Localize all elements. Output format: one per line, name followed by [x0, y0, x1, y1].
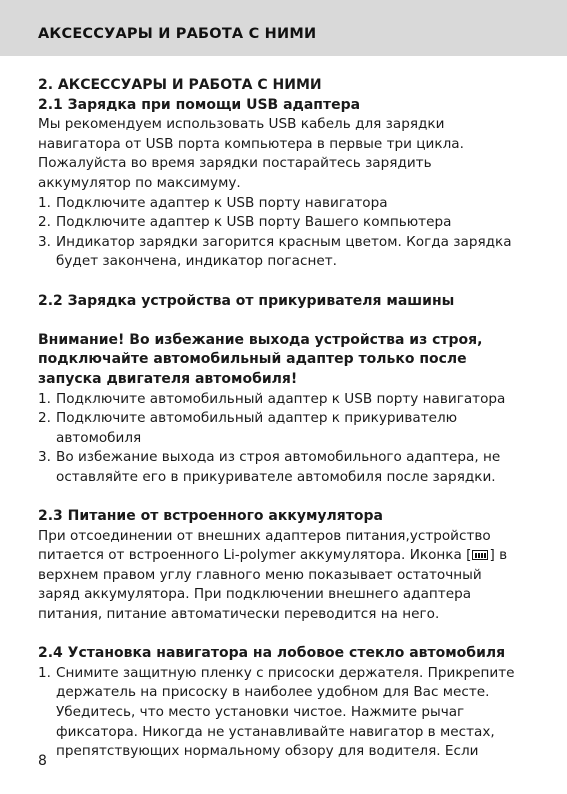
step-text: Подключите адаптер к USB порту Вашего компьютера [56, 214, 452, 231]
list-item [38, 390, 518, 410]
list-item [38, 213, 518, 233]
list-item [38, 448, 518, 487]
step-number: 1. [38, 390, 51, 407]
step-number: 2. [38, 410, 51, 427]
list-item [38, 409, 518, 448]
step-number: 3. [38, 449, 51, 466]
subsection-2-2-steps [38, 390, 518, 488]
list-item [38, 194, 518, 214]
step-text: Во избежание выхода из строя автомобильного адаптера, не оставляйте его в прикуривателе автомобиля после зарядки. [56, 449, 501, 485]
step-text: Подключите автомобильный адаптер к прикуривателю автомобиля [56, 410, 458, 446]
step-text: Подключите адаптер к USB порту навигатора [56, 194, 388, 211]
subsection-2-3-title: 2.3 Питание от встроенного аккумулятора [38, 508, 383, 525]
header-band [0, 0, 567, 56]
step-number: 1. [38, 664, 51, 681]
step-text: Индикатор зарядки загорится красным цветом. Когда зарядка будет закончена, индикатор погаснет. [56, 233, 512, 270]
subsection-2-2-title: 2.2 Зарядка устройства от прикуривателя машины [38, 292, 455, 309]
page-number: 8 [38, 753, 47, 769]
subsection-2-4-title: 2.4 Установка навигатора на лобовое стекло автомобиля [38, 645, 506, 662]
list-item [38, 664, 518, 762]
subsection-2-1-title: 2.1 Зарядка при помощи USB адаптера [38, 96, 361, 113]
step-text: Снимите защитную пленку с присоски держателя. Прикрепите держатель на присоску в наиболее удобном для Вас месте. Убедитесь, что место установки чистое. Нажмите рычаг фиксатора. Никогда не устанавливайте навигатор в местах, препятствующих нормальному обзору для водителя. Если [56, 664, 515, 760]
list-item [38, 233, 518, 272]
subsection-2-1-intro: Мы рекомендуем использовать USB кабель для зарядки навигатора от USB порта компьютера в первые три цикла. Пожалуйста во время зарядки постарайтесь зарядить аккумулятор по максимуму. [38, 116, 464, 191]
subsection-2-3-text [38, 527, 518, 625]
step-number: 1. [38, 194, 51, 211]
subsection-2-4-steps [38, 664, 518, 762]
subsection-2-1-steps [38, 194, 518, 272]
section-title: 2. АКСЕССУАРЫ И РАБОТА С НИМИ [38, 77, 322, 93]
step-text: Подключите автомобильный адаптер к USB порту навигатора [56, 390, 506, 407]
warning-text: Внимание! Во избежание выхода устройства из строя, подключайте автомобильный адаптер только после запуска двигателя автомобиля! [38, 331, 483, 387]
text-after-icon: ] в верхнем правом углу главного меню показывает остаточный заряд аккумулятора. При подключении внешнего адаптера питания, питание автоматически переводится на него. [38, 547, 508, 623]
battery-icon [472, 550, 488, 560]
text-before-icon: При отсоединении от внешних адаптеров питания,устройство питается от встроенного Li-polymer аккумулятора. Иконка [ [38, 527, 491, 564]
step-number: 3. [38, 233, 51, 250]
header-title: АКСЕССУАРЫ И РАБОТА С НИМИ [38, 26, 317, 42]
page-content [38, 76, 518, 762]
step-number: 2. [38, 214, 51, 231]
